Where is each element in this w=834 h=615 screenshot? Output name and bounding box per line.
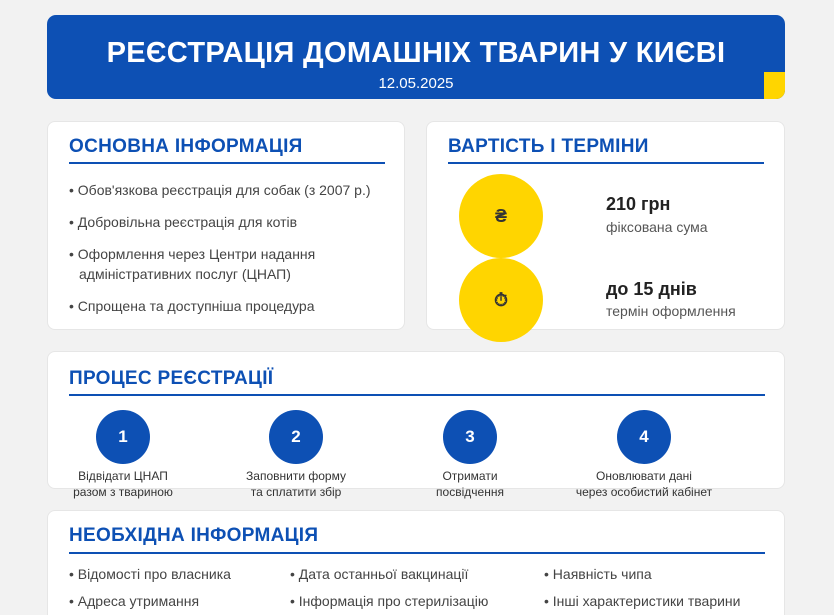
step-label-line: та сплатити збір bbox=[250, 485, 342, 499]
list-item: • Оформлення через Центри надання адміністративних послуг (ЦНАП) bbox=[69, 244, 399, 284]
process-title: ПРОЦЕС РЕЄСТРАЦІЇ bbox=[69, 368, 274, 389]
list-item: • Спрощена та доступніша процедура bbox=[69, 296, 399, 316]
step-label-line: разом з твариною bbox=[73, 485, 173, 499]
cost-terms-title: ВАРТІСТЬ І ТЕРМІНИ bbox=[448, 136, 649, 157]
list-item: • Відомості про власника bbox=[69, 566, 231, 582]
list-item: • Наявність чипа bbox=[544, 566, 652, 582]
page-title: РЕЄСТРАЦІЯ ДОМАШНІХ ТВАРИН У КИЄВІ bbox=[106, 37, 726, 69]
process-step-4 bbox=[569, 410, 719, 500]
step-label-line: через особистий кабінет bbox=[575, 485, 713, 499]
step-number: 2 bbox=[269, 410, 323, 464]
step-label bbox=[48, 468, 198, 500]
basic-info-card bbox=[47, 121, 405, 330]
list-item: • Інформація про стерилізацію bbox=[290, 593, 488, 609]
duration-note: термін оформлення bbox=[606, 303, 736, 319]
step-label-line: Відвідати ЦНАП bbox=[78, 469, 168, 483]
step-label-line: Заповнити форму bbox=[246, 469, 346, 483]
list-item: • Інші характеристики тварини bbox=[544, 593, 740, 609]
step-number: 1 bbox=[96, 410, 150, 464]
step-label bbox=[221, 468, 371, 500]
step-label-line: Оновлювати дані bbox=[596, 469, 692, 483]
process-step-3 bbox=[395, 410, 545, 500]
required-info-title: НЕОБХІДНА ІНФОРМАЦІЯ bbox=[69, 525, 319, 546]
basic-info-list bbox=[69, 180, 399, 328]
section-divider bbox=[69, 394, 765, 396]
section-divider bbox=[69, 552, 765, 554]
list-item: • Добровільна реєстрація для котів bbox=[69, 212, 399, 232]
list-item: • Обов'язкова реєстрація для собак (з 2007 р.) bbox=[69, 180, 399, 200]
header-date: 12.05.2025 bbox=[378, 75, 454, 92]
section-divider bbox=[448, 162, 764, 164]
step-label-line: посвідчення bbox=[436, 485, 504, 499]
price-note: фіксована сума bbox=[606, 219, 708, 235]
step-label bbox=[395, 468, 545, 500]
step-number: 4 bbox=[617, 410, 671, 464]
required-info-card bbox=[47, 510, 785, 615]
price-value: 210 грн bbox=[606, 194, 671, 214]
section-divider bbox=[69, 162, 385, 164]
step-number: 3 bbox=[443, 410, 497, 464]
step-label-line: Отримати bbox=[442, 469, 498, 483]
list-item: • Адреса утримання bbox=[69, 593, 199, 609]
list-item: • Дата останньої вакцинації bbox=[290, 566, 468, 582]
stopwatch-icon: ⏱ bbox=[459, 258, 543, 342]
step-label bbox=[569, 468, 719, 500]
cost-terms-card bbox=[426, 121, 785, 330]
process-step-1 bbox=[48, 410, 198, 500]
hryvnia-icon: ₴ bbox=[459, 174, 543, 258]
process-step-2 bbox=[221, 410, 371, 500]
page-header bbox=[47, 15, 785, 99]
basic-info-title: ОСНОВНА ІНФОРМАЦІЯ bbox=[69, 136, 303, 157]
duration-value: до 15 днів bbox=[606, 279, 697, 299]
registration-process-card bbox=[47, 351, 785, 499]
yellow-accent-stripe bbox=[764, 72, 785, 99]
